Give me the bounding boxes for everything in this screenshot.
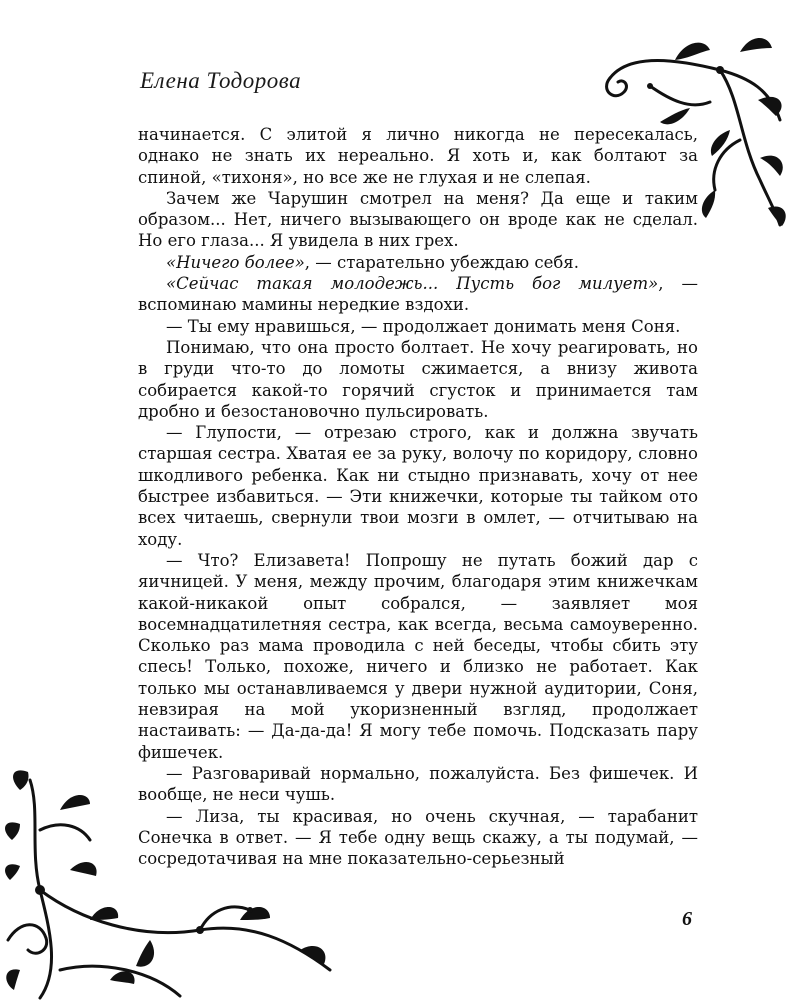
paragraph: Понимаю, что она просто болтает. Не хочу реагировать, но в груди что-то до ломоты сжимается, а внизу живота собирается какой-то горячий сгусток и принимается там дробно и безостановочно пульсировать. — [138, 337, 698, 421]
italic-quote: «Ничего более» — [166, 252, 305, 272]
paragraph: — Разговаривай нормально, пожалуйста. Без фишечек. И вообще, не неси чушь. — [138, 763, 698, 805]
page-body-text — [138, 124, 698, 869]
page-number: 6 — [682, 908, 692, 930]
running-header-author: Елена Тодорова — [140, 68, 302, 93]
floral-ornament-bottom-left — [0, 770, 340, 1000]
paragraph: — Глупости, — отрезаю строго, как и должна звучать старшая сестра. Хватая ее за руку, волочу по коридору, словно шкодливого ребенка. Как ни стыдно признавать, хочу от нее быстрее избавиться. — Эти книжечки, которые ты тайком ото всех читаешь, свернули твои мозги в омлет, — отчитываю на ходу. — [138, 423, 698, 549]
paragraph: начинается. С элитой я лично никогда не пересекалась, однако не знать их нереально. Я хоть и, как болтают за спиной, «тихоня», но все же не глухая и не слепая. — [138, 125, 698, 187]
paragraph: «Сейчас такая молодежь... Пусть бог милует», — вспоминаю мамины нередкие вздохи. — [138, 274, 698, 315]
paragraph: — Ты ему нравишься, — продолжает донимать меня Соня. — [166, 316, 681, 336]
italic-quote: «Сейчас такая молодежь... Пусть бог милует» — [166, 274, 659, 294]
paragraph: — Лиза, ты красивая, но очень скучная, — тарабанит Сонечка в ответ. — Я тебе одну вещь скажу, а ты подумай, — сосредотачивая на мне показательно-серьезный — [138, 806, 698, 869]
paragraph: — Что? Елизавета! Попрошу не путать божий дар с яичницей. У меня, между прочим, благодаря этим книжечкам какой-никакой опыт собрался, — заявляет моя восемнадцатилетняя сестра, как всегда, весьма самоуверенно. Сколько раз мама проводила с ней беседы, чтобы сбить эту спесь! Только, похоже, ничего и близко не работает. Как только мы останавливаемся у двери нужной аудитории, Соня, невзирая на мой укоризненный взгляд, продолжает настаивать: — Да-да-да! Я могу тебе помочь. Подсказать пару фишечек. — [138, 550, 698, 762]
paragraph: Зачем же Чарушин смотрел на меня? Да еще и таким образом... Нет, ничего вызывающего он вроде как не сделал. Но его глаза... Я увидела в них грех. — [138, 188, 698, 251]
paragraph: «Ничего более», — старательно убеждаю себя. — [166, 252, 579, 272]
